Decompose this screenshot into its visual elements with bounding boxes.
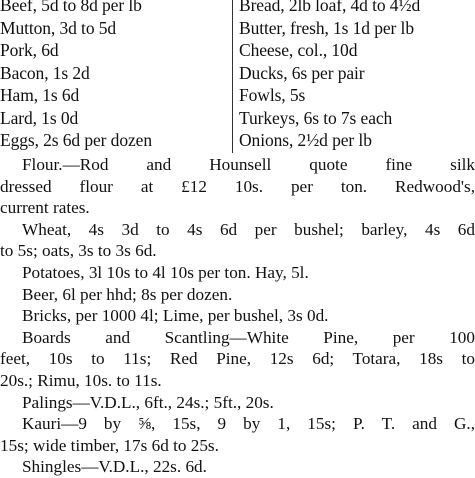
paragraph-beer [0, 284, 475, 306]
price-item: Eggs, 2s 6d per dozen [0, 130, 152, 150]
text-line: dressed flour at £12 10s. per ton. Redwood's, [0, 176, 475, 196]
column-divider [232, 0, 233, 153]
price-item: Butter, fresh, 1s 1d per lb [239, 17, 414, 38]
price-list [0, 0, 475, 154]
paragraph-boards [0, 327, 475, 392]
text-line: Potatoes, 3l 10s to 4l 10s per ton. Hay, 5l. [22, 262, 309, 282]
price-item: Onions, 2½d per lb [239, 130, 372, 150]
price-list-right-column [239, 0, 475, 152]
price-item: Ham, 1s 6d [0, 85, 80, 105]
price-list-left-column [0, 0, 231, 152]
price-item: Mutton, 3d to 5d [0, 17, 117, 38]
text-line: Flour.—Rod and Hounsell quote fine silk [22, 155, 475, 174]
price-item: Beef, 5d to 8d per lb [0, 0, 142, 15]
price-item: Bacon, 1s 2d [0, 62, 90, 83]
text-line: 15s; wide timber, 17s 6d to 25s. [0, 435, 219, 455]
price-item: Bread, 2lb loaf, 4d to 4½d [239, 0, 421, 15]
text-line: feet, 10s to 11s; Red Pine, 12s 6d; Totara, 18s to [0, 349, 475, 369]
text-line: Wheat, 4s 3d to 4s 6d per bushel; barley, 4s 6d [22, 219, 475, 239]
text-line: Bricks, per 1000 4l; Lime, per bushel, 3s 0d. [22, 306, 329, 326]
paragraph-shingles [0, 456, 475, 478]
text-line: Boards and Scantling—White Pine, per 100 [22, 327, 475, 347]
price-item: Pork, 6d [0, 40, 59, 60]
price-item: Fowls, 5s [239, 85, 306, 105]
text-line: Shingles—V.D.L., 22s. 6d. [22, 457, 207, 477]
paragraph-potatoes [0, 262, 475, 284]
text-line: to 5s; oats, 3s to 3s 6d. [0, 241, 157, 261]
price-item: Cheese, col., 10d [239, 40, 358, 60]
paragraph-wheat [0, 219, 475, 262]
paragraph-bricks [0, 305, 475, 327]
text-line: Beer, 6l per hhd; 8s per dozen. [22, 284, 233, 304]
price-item: Ducks, 6s per pair [239, 62, 365, 83]
paragraph-flour [0, 154, 475, 219]
text-line: current rates. [0, 198, 90, 218]
paragraph-palings [0, 392, 475, 414]
text-line: Palings—V.D.L., 6ft., 24s.; 5ft., 20s. [22, 392, 274, 412]
paragraph-kauri [0, 413, 475, 456]
market-report-text [0, 154, 475, 478]
text-line: 20s.; Rimu, 10s. to 11s. [0, 370, 162, 390]
price-item: Lard, 1s 0d [0, 107, 79, 128]
price-item: Turkeys, 6s to 7s each [239, 107, 393, 128]
text-line: Kauri—9 by ⅝, 15s, 9 by 1, 15s; P. T. and G., [22, 414, 475, 434]
